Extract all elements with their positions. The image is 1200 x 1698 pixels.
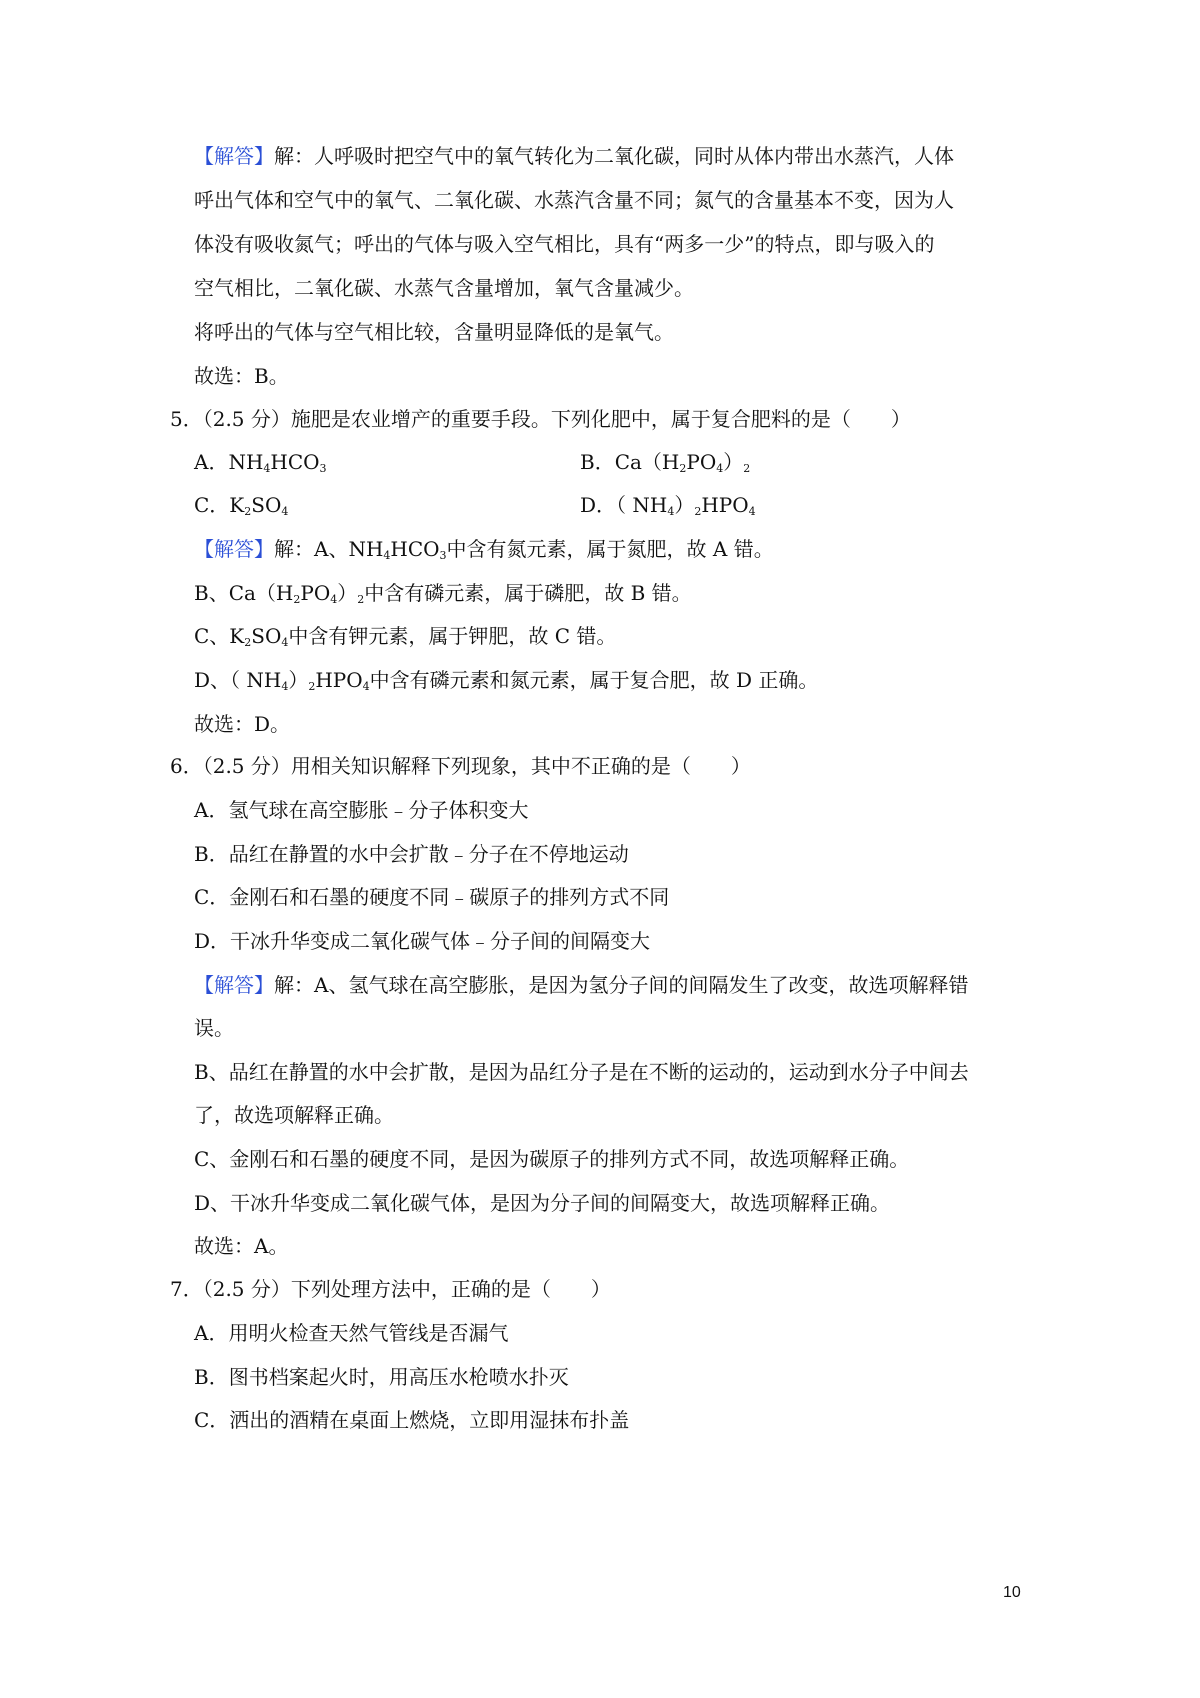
q6-option-c: C．金刚石和石墨的硬度不同﹣碳原子的排列方式不同 <box>194 885 670 909</box>
answer-paragraph-q4-line1: 【解答】解：人呼吸时把空气中的氧气转化为二氧化碳，同时从体内带出水蒸汽，人体 <box>194 144 954 168</box>
answer-tag: 【解答】 <box>194 537 274 561</box>
answer-choice-q4: 故选：B。 <box>194 364 289 388</box>
q5-option-a: A．$NH_4HCO_3$ <box>194 450 327 475</box>
q5-option-d: D．（ $NH_4)_2HPO_4$ <box>580 493 756 518</box>
answer-choice-q5: 故选：D。 <box>194 712 291 736</box>
q5-answer-b: B、$Ca(H_2PO_4)_2$中含有磷元素，属于磷肥，故 B 错。 <box>194 581 692 606</box>
q6-answer-a: 【解答】解：A、氢气球在高空膨胀，是因为氢分子间的间隔发生了改变，故选项解释错 <box>194 973 969 997</box>
q6-answer-c: C、金刚石和石墨的硬度不同，是因为碳原子的排列方式不同，故选项解释正确。 <box>194 1147 910 1171</box>
question-5-stem: 5．（2.5 分）施肥是农业增产的重要手段。下列化肥中，属于复合肥料的是（ ） <box>170 407 911 431</box>
q7-option-c: C．洒出的酒精在桌面上燃烧，立即用湿抹布扑盖 <box>194 1408 630 1432</box>
q7-option-b: B．图书档案起火时，用高压水枪喷水扑灭 <box>194 1365 569 1389</box>
answer-paragraph-q4-line2: 呼出气体和空气中的氧气、二氧化碳、水蒸汽含量不同；氮气的含量基本不变，因为人 <box>194 188 954 212</box>
q6-option-b: B．品红在静置的水中会扩散﹣分子在不停地运动 <box>194 842 629 866</box>
question-6-stem: 6．（2.5 分）用相关知识解释下列现象，其中不正确的是（ ） <box>170 754 751 778</box>
answer-choice-q6: 故选：A。 <box>194 1234 289 1258</box>
q5-answer-d: D、（ $NH_4)_2HPO_4$中含有磷元素和氮元素，属于复合肥，故 D 正确。 <box>194 668 819 693</box>
q6-answer-d: D、干冰升华变成二氧化碳气体，是因为分子间的间隔变大，故选项解释正确。 <box>194 1191 891 1215</box>
q6-option-d: D．干冰升华变成二氧化碳气体﹣分子间的间隔变大 <box>194 929 651 953</box>
answer-paragraph-q4-line5: 将呼出的气体与空气相比较，含量明显降低的是氧气。 <box>194 320 674 344</box>
q6-answer-b-cont: 了，故选项解释正确。 <box>194 1103 394 1127</box>
answer-paragraph-q4-line4: 空气相比，二氧化碳、水蒸气含量增加，氧气含量减少。 <box>194 276 694 300</box>
q5-option-b: B．$Ca(H_2PO_4)_2$ <box>580 450 751 475</box>
q5-answer-c: C、$K_2SO_4$中含有钾元素，属于钾肥，故 C 错。 <box>194 624 617 649</box>
question-7-stem: 7．（2.5 分）下列处理方法中，正确的是（ ） <box>170 1277 611 1301</box>
q7-option-a: A．用明火检查天然气管线是否漏气 <box>194 1321 509 1345</box>
q6-answer-a-cont: 误。 <box>194 1016 234 1040</box>
answer-paragraph-q4-line3: 体没有吸收氮气；呼出的气体与吸入空气相比，具有“两多一少”的特点，即与吸入的 <box>194 232 935 256</box>
q6-answer-b: B、品红在静置的水中会扩散，是因为品红分子是在不断的运动的，运动到水分子中间去 <box>194 1060 969 1084</box>
answer-tag: 【解答】 <box>194 144 274 168</box>
q6-option-a: A．氢气球在高空膨胀﹣分子体积变大 <box>194 798 529 822</box>
page-number: 10 <box>1003 1584 1021 1601</box>
answer-tag: 【解答】 <box>194 973 274 997</box>
q5-answer-a: 【解答】解：A、$NH_4HCO_3$中含有氮元素，属于氮肥，故 A 错。 <box>194 537 774 562</box>
q5-option-c: C．$K_2SO_4$ <box>194 493 289 518</box>
